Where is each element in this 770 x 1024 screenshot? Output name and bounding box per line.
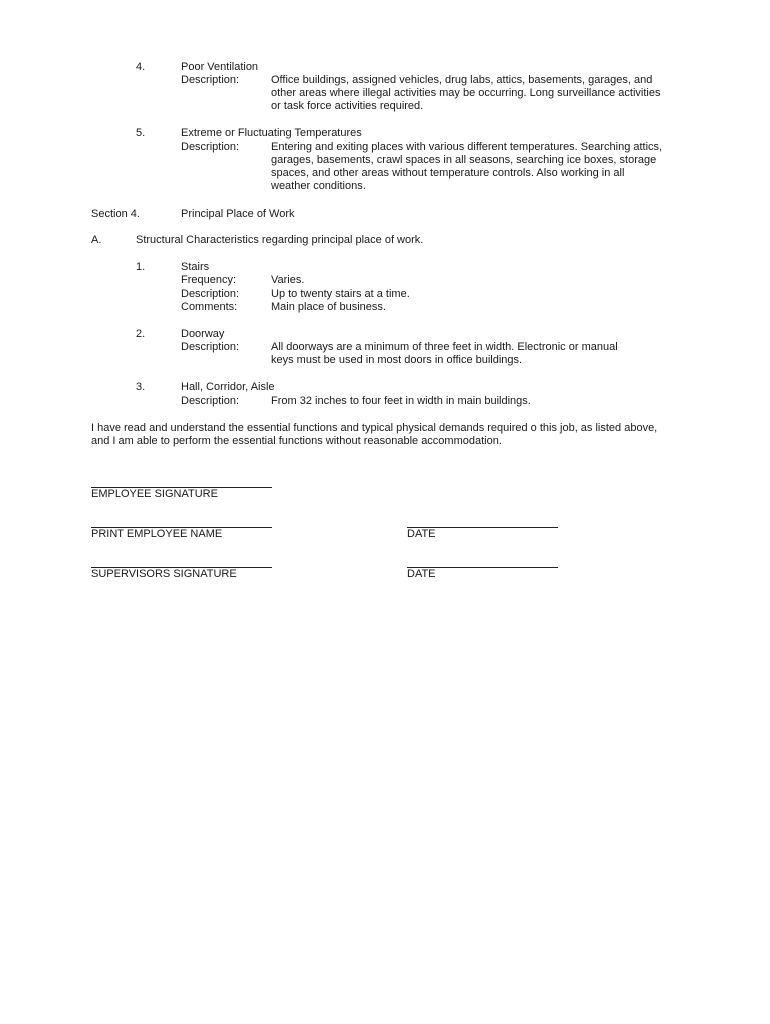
- description-line: other areas where illegal activities may be occurring. Long surveillance activities: [271, 87, 661, 99]
- item-title: Stairs: [181, 261, 210, 273]
- description-value: Up to twenty stairs at a time.: [271, 288, 410, 300]
- description-line: weather conditions.: [271, 180, 366, 192]
- comments-label: Comments:: [181, 301, 238, 313]
- description-label: Description:: [181, 395, 240, 407]
- frequency-label: Frequency:: [181, 274, 237, 286]
- date-label: DATE: [407, 528, 436, 540]
- supervisor-signature-label: SUPERVISORS SIGNATURE: [91, 568, 237, 580]
- subsection-letter: A.: [91, 234, 102, 246]
- description-label: Description:: [181, 341, 240, 353]
- employee-signature-label: EMPLOYEE SIGNATURE: [91, 488, 218, 500]
- description-line: All doorways are a minimum of three feet in width. Electronic or manual: [271, 341, 618, 353]
- item-title: Extreme or Fluctuating Temperatures: [181, 127, 362, 139]
- description-label: Description:: [181, 74, 240, 86]
- comments-value: Main place of business.: [271, 301, 386, 313]
- section-label: Section 4.: [91, 208, 140, 220]
- description-line: or task force activities required.: [271, 100, 424, 112]
- item-number: 4.: [136, 61, 146, 73]
- description-label: Description:: [181, 141, 240, 153]
- item-title: Hall, Corridor, Aisle: [181, 381, 275, 393]
- item-number: 5.: [136, 127, 146, 139]
- description-line: Office buildings, assigned vehicles, drug labs, attics, basements, garages, and: [271, 74, 653, 86]
- description-line: spaces, and other areas without temperature controls. Also working in all: [271, 167, 625, 179]
- section-title: Principal Place of Work: [181, 208, 295, 220]
- item-number: 3.: [136, 381, 146, 393]
- description-label: Description:: [181, 288, 240, 300]
- item-title: Poor Ventilation: [181, 61, 259, 73]
- item-title: Doorway: [181, 328, 225, 340]
- item-number: 1.: [136, 261, 146, 273]
- description-line: Entering and exiting places with various different temperatures. Searching attics,: [271, 141, 663, 153]
- acknowledgement-line: and I am able to perform the essential functions without reasonable accommodation.: [91, 435, 502, 447]
- description-line: keys must be used in most doors in office buildings.: [271, 354, 523, 366]
- frequency-value: Varies.: [271, 274, 305, 286]
- description-line: garages, basements, crawl spaces in all seasons, searching ice boxes, storage: [271, 154, 657, 166]
- description-value: From 32 inches to four feet in width in main buildings.: [271, 395, 531, 407]
- acknowledgement-line: I have read and understand the essential functions and typical physical demands required o this job, as listed above,: [91, 422, 658, 434]
- print-name-label: PRINT EMPLOYEE NAME: [91, 528, 223, 540]
- date-label: DATE: [407, 568, 436, 580]
- subsection-text: Structural Characteristics regarding principal place of work.: [136, 234, 424, 246]
- item-number: 2.: [136, 328, 146, 340]
